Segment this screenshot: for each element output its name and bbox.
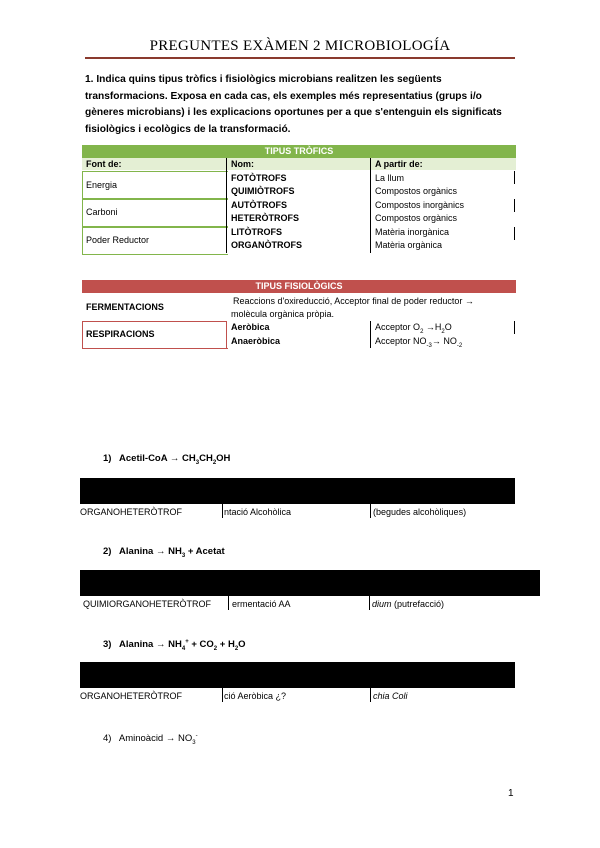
item-3-sub-g: 2 <box>234 646 239 653</box>
item-3-reaction-h: O <box>238 639 246 651</box>
acceptor-anaerobic <box>375 335 462 353</box>
item-1-reaction-a: Acetil-CoA → CH <box>119 453 196 464</box>
item-2-sub-b: 3 <box>181 552 186 559</box>
trophic-right-edge-1 <box>514 171 515 184</box>
trophic-col-source: Font de: <box>86 159 122 169</box>
acceptor-aerobic-h-sub: 2 <box>441 328 445 335</box>
item-4-heading <box>103 733 198 746</box>
item-2-col3 <box>372 599 444 609</box>
item-1-sub-d: 2 <box>212 459 217 466</box>
name-autotrofs: AUTÒTROFS <box>231 200 287 210</box>
from-5: Matèria inorgànica <box>375 227 450 237</box>
trophic-right-edge-3 <box>514 227 515 240</box>
item-1-number: 1) <box>103 453 112 464</box>
aerobica-label: Aeròbica <box>231 322 270 332</box>
name-organotrofs: ORGANÒTROFS <box>231 240 302 250</box>
name-litotrofs: LITÒTROFS <box>231 227 282 237</box>
item-4-number: 4) <box>103 733 112 745</box>
item-3-heading <box>103 639 246 652</box>
item-4-reaction-a: Aminoàcid → NO <box>118 733 193 745</box>
source-energy: Energia <box>86 180 118 190</box>
item-1-sub-b: 3 <box>195 459 200 466</box>
from-4: Compostos orgànics <box>375 213 458 223</box>
item-3-col1: ORGANOHETERÒTROF <box>80 691 183 701</box>
physio-table-header: TIPUS FISIOLÒGICS <box>82 280 516 293</box>
acceptor-aerobic-label: Acceptor <box>375 322 411 332</box>
item-1-col1: ORGANOHETERÒTROF <box>80 507 183 517</box>
page-number: 1 <box>508 788 514 799</box>
fermentacions-desc-2: molècula orgànica pròpia. <box>231 309 335 319</box>
item-1-col2: ntació Alcohòlica <box>224 507 292 517</box>
item-1-redaction-bar <box>80 478 515 504</box>
item-2-redaction-bar <box>80 570 540 596</box>
trophic-divider-1 <box>226 158 227 253</box>
item-2-heading <box>103 546 225 559</box>
item-2-divider-1 <box>228 596 229 610</box>
item-2-col2: ermentació AA <box>232 599 291 609</box>
item-3-divider-2 <box>370 688 371 702</box>
item-1-divider-1 <box>222 504 223 518</box>
title-divider <box>85 57 515 59</box>
item-3-col3 <box>373 691 408 701</box>
item-2-reaction-c: + Acetat <box>185 546 225 557</box>
item-3-number: 3) <box>103 639 112 651</box>
acceptor-aerobic-o: O <box>413 322 421 332</box>
source-carbon: Carboni <box>86 207 118 217</box>
name-quimiotrofs: QUIMIÒTROFS <box>231 186 295 196</box>
acceptor-anaerobic-arrow: → NO <box>431 336 457 346</box>
item-1-reaction-c: CH <box>199 453 213 464</box>
trophic-col-from: A partir de: <box>375 159 423 169</box>
item-4-sub-b: 3 <box>192 740 196 747</box>
from-3: Compostos inorgànics <box>375 200 465 210</box>
item-1-heading <box>103 453 230 466</box>
trophic-table-subheader <box>82 158 516 170</box>
item-2-divider-2 <box>369 596 370 610</box>
item-4-sup-c: - <box>195 733 198 739</box>
acceptor-aerobic-end: O <box>444 322 452 332</box>
item-2-number: 2) <box>103 546 112 557</box>
item-3-redaction-bar <box>80 662 515 688</box>
name-heterotrofs: HETERÒTROFS <box>231 213 300 223</box>
item-1-divider-2 <box>370 504 371 518</box>
item-2-col3-italic: dium <box>372 599 392 609</box>
page-title: PREGUNTES EXÀMEN 2 MICROBIOLOGÍA <box>149 38 451 54</box>
item-3-reaction-a: Alanina → NH <box>119 639 182 651</box>
acceptor-anaerobic-no: NO <box>413 336 427 346</box>
source-reducer: Poder Reductor <box>86 235 150 245</box>
item-3-col2: ció Aeròbica ¿? <box>224 691 287 701</box>
acceptor-aerobic-arrow: →H <box>425 322 442 332</box>
from-1: La llum <box>375 173 405 183</box>
item-3-col3-italic: chia Coli <box>373 691 408 701</box>
acceptor-anaerobic-label: Acceptor <box>375 336 411 346</box>
respiracions-label: RESPIRACIONS <box>86 329 155 339</box>
physio-divider <box>370 321 371 348</box>
trophic-right-edge-2 <box>514 199 515 212</box>
item-2-col3-text: (putrefacció) <box>391 599 445 609</box>
trophic-divider-2 <box>370 158 371 253</box>
item-3-sup-c: + <box>185 639 189 645</box>
item-3-sub-e: 2 <box>213 646 218 653</box>
acceptor-anaerobic-sub2: -2 <box>456 342 463 349</box>
trophic-table-header: TIPUS TRÒFICS <box>82 145 516 158</box>
item-3-divider-1 <box>222 688 223 702</box>
fermentacions-label: FERMENTACIONS <box>86 302 164 312</box>
fermentacions-desc-1: Reaccions d'oxireducció, Acceptor final de poder reductor → <box>233 296 474 306</box>
question-1-text: Indica quins tipus tròfics i fisiològics microbians realitzen les següents transformacions. Exposa en cada cas, els exemples més representatius (grups i/o gèneres microbians) i les explicacions oportunes per a que s'entenguin els significats fisiològics i ecològics de la transformació. <box>85 74 502 135</box>
from-2: Compostos orgànics <box>375 186 458 196</box>
acceptor-anaerobic-sub: -3 <box>426 342 432 349</box>
name-fototrofs: FOTÒTROFS <box>231 173 287 183</box>
question-1 <box>85 72 515 138</box>
respiracions-right-border <box>226 322 227 348</box>
item-2-col1: QUIMIORGANOHETERÒTROF <box>83 599 211 609</box>
item-3-sub-b: 4 <box>181 646 186 653</box>
trophic-col-name: Nom: <box>231 159 254 169</box>
anaerobica-label: Anaeròbica <box>231 336 281 346</box>
item-3-reaction-f: + H <box>217 639 235 651</box>
physio-right-edge <box>514 321 515 334</box>
item-3-reaction-d: + CO <box>188 639 214 651</box>
question-1-number: 1. <box>85 74 94 85</box>
from-6: Matèria orgànica <box>375 240 443 250</box>
acceptor-aerobic-o-sub: 2 <box>420 328 424 335</box>
item-2-reaction-a: Alanina → NH <box>119 546 182 557</box>
item-1-reaction-e: OH <box>216 453 231 464</box>
item-1-col3: (begudes alcohòliques) <box>373 507 467 517</box>
